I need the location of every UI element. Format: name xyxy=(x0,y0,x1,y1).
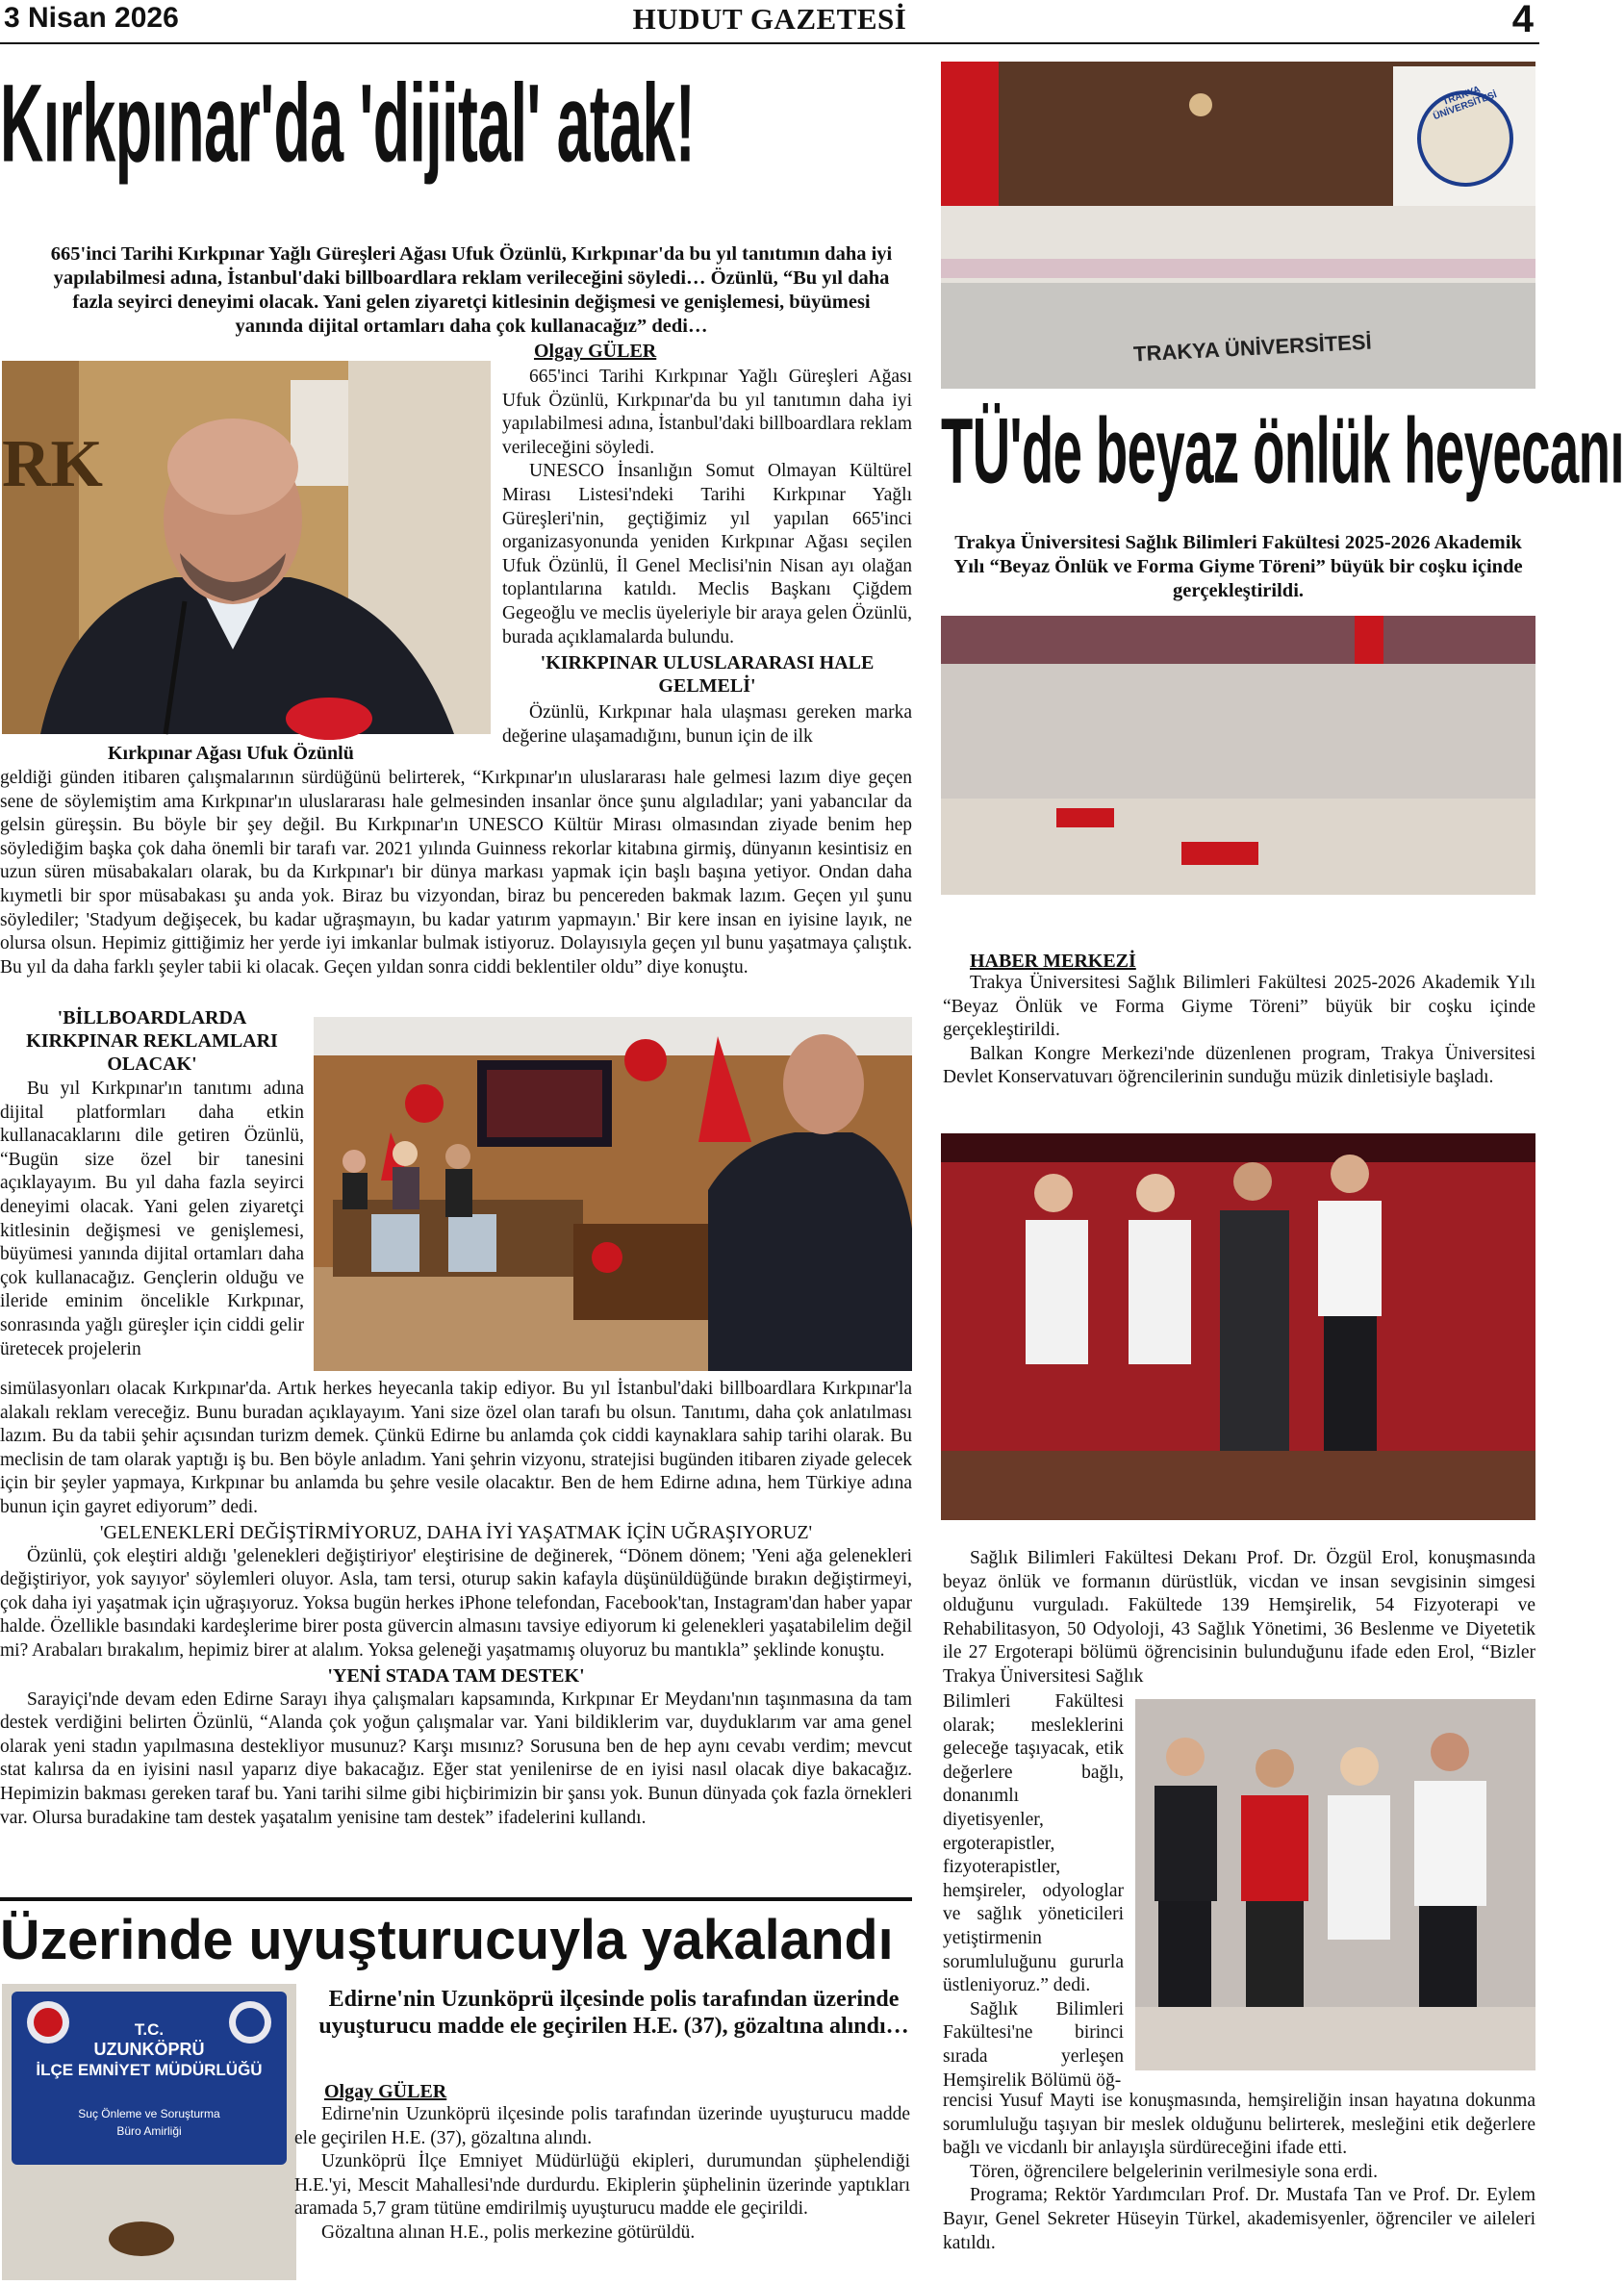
kirkpinar-narrow-column xyxy=(502,366,912,749)
kirkpinar-lead: 665'inci Tarihi Kırkpınar Yağlı Güreşleri Ağası Ufuk Özünlü, Kırkpınar'da bu yıl tanıtımın daha iyi yapılabilmesi adına, İstanbul'daki billboardlara reklam verileceğini söyledi… Özünlü, “Bu yıl daha fazla seyirci deneyimi olacak. Yani gelen ziyaretçi kitlesinin değişmesi ve genişlemesi, büyümesi yanında dijital ortamları daha çok kullanacağız” dedi… xyxy=(50,243,893,337)
trakya-body-2 xyxy=(943,1547,1535,1689)
police-sign-line4: Suç Önleme ve Soruşturma xyxy=(78,2107,220,2120)
trakya-narrow-text xyxy=(943,1690,1124,2093)
drugs-paragraph: Edirne'nin Uzunköprü ilçesinde polis tarafından üzerinde uyuşturucu madde ele geçirilen H.E. (37), gözaltına alındı. xyxy=(294,2104,910,2148)
certificate-photo xyxy=(1135,1699,1535,2070)
trakya-paragraph: Trakya Üniversitesi Sağlık Bilimleri Fakültesi 2025-2026 Akademik Yılı “Beyaz Önlük ve Forma Giyme Töreni” büyük bir coşku içinde gerçekleştirildi. xyxy=(943,973,1535,1041)
drugs-paragraph: Gözaltına alınan H.E., polis merkezine götürüldü. xyxy=(321,2222,696,2243)
trakya-body-3 xyxy=(943,2090,1535,2255)
trakya-paragraph: Programa; Rektör Yardımcıları Prof. Dr. Mustafa Tan ve Prof. Dr. Eylem Bayır, Genel Sekreter Hüseyin Türkel, akademisyenler, öğrenciler ve aileleri katıldı. xyxy=(943,2185,1535,2253)
kirkpinar-paragraph: Özünlü, Kırkpınar hala ulaşması gereken marka değerine ulaşamadığını, bunun için de ilk xyxy=(502,702,912,747)
ceremony-audience-photo xyxy=(941,616,1535,895)
trakya-paragraph: rencisi Yusuf Mayti ise konuşmasında, hemşireliğin insan hayatına dokunma sorumluluğu taşıyan bir meslek olduğunu belirterek, mesleğini etik değerlere bağlı ve vicdanlı bir anlayışla sürdüreceğini ifade etti. xyxy=(943,2091,1535,2159)
award-stage-photo xyxy=(941,1133,1535,1520)
trakya-lead: Trakya Üniversitesi Sağlık Bilimleri Fakültesi 2025-2026 Akademik Yılı “Beyaz Önlük ve Forma Giyme Töreni” büyük bir coşku içinde gerçekleştirildi. xyxy=(953,532,1523,601)
trakya-paragraph: Bilimleri Fakültesi olarak; mesleklerini geleceğe taşıyacak, etik değerlere bağlı, donanımlı diyetisyenler, ergoterapistler, fizyoterapistler, hemşireler, odyologlar ve sağlık yöneticileri yetiştirmenin sorumluluğunu gururla üstleniyoruz.” dedi. xyxy=(943,1691,1124,1996)
police-sign-line2: UZUNKÖPRÜ xyxy=(93,2040,205,2059)
ceremony-stage-photo xyxy=(941,62,1535,389)
drugs-byline: Olgay GÜLER xyxy=(324,2081,447,2102)
issue-date: 3 Nisan 2026 xyxy=(4,2,179,34)
kirkpinar-subhead: 'GELENEKLERİ DEĞİŞTİRMİYORUZ, DAHA İYİ YAŞATMAK İÇİN UĞRAŞIYORUZ' xyxy=(99,1521,813,1543)
trakya-paragraph: Tören, öğrencilere belgelerinin verilmesiyle sona erdi. xyxy=(970,2161,1378,2182)
kirkpinar-paragraph: Bu yıl Kırkpınar'ın tanıtımı adına dijital platformları daha etkin kullanacaklarını dile getiren Özünlü, “Bugün size özel bir tanesini açıklayayım. Bu yıl daha fazla seyirci deneyimi olacak. Yani gelen ziyaretçi kitlesinin değişmesi ve genişlemesi, büyümesi yanında dijital ortamları daha çok kullanacağız. Gençlerin olduğu ve ileride eminim öncelikle Kırkpınar, sonrasında yağlı güreşler için ciddi gelir üretecek projelerin xyxy=(0,1079,304,1359)
police-sign-line1: T.C. xyxy=(134,2020,165,2039)
header-rule xyxy=(0,42,1539,44)
trakya-byline: HABER MERKEZİ xyxy=(970,951,1136,972)
kirkpinar-billboard-column xyxy=(0,1006,304,1361)
kirkpinar-wide-text-2 xyxy=(0,1378,912,1830)
kirkpinar-paragraph: geldiği günden itibaren çalışmalarının sürdüğünü belirterek, “Kırkpınar'ın uluslararası hale gelmesi lazım diye geçen sene de söylemiştim ama Kırkpınar'ın uluslararası hale gelmesinden insanlar önce şunu algıladılar; yani yabancılar da gelsin güreşsin. Bu böyle bir şey değil. Bu Kırkpınar'ın UNESCO Kültür Mirası olmasından ziyade benim hep söylediğim başka çok daha önemli bir tarafı var. 2021 yılında Guinness rekorlar kitabına girmiş, dünyanın kesintisiz en uzun süren müsabakaları olarak, bu da Kırkpınar'ı bir dünya markası yapmak için başlı başına yetiyor. Ondan daha kıymetli bir spor müsabakası şu anda yok. Biraz bu vizyondan, biraz bu pencereden bakmak lazım. Geçen yıl şunu söylediler; 'Stadyum değişecek, bu kadar uğraşmayın, bu kadar yatırım yapmayın.' Bir kere insan en iyisine layık, ne olursa olsun. Hepimiz gittiğimiz her yerde iyi imkanlar bulmak istiyoruz. Dolayısıyla geçen yıl bunu yaşatmaya çalıştık. Bu yıl da daha farklı şeyler tabii ki olacak. Geçen yıldan sonra ciddi beklentiler oldu” diye konuştu. xyxy=(0,768,912,977)
trakya-body xyxy=(943,972,1535,1090)
page-number: 4 xyxy=(1511,0,1534,40)
police-sign-line5: Büro Amirliği xyxy=(116,2124,182,2138)
trakya-headline: TÜ'de beyaz önlük heyecanı xyxy=(941,398,1624,503)
trakya-paragraph: Sağlık Bilimleri Fakültesi Dekanı Prof. Dr. Özgül Erol, konuşmasında beyaz önlük ve formanın dürüstlük, vicdan ve insan sevgisinin simgesi olduğunu vurguladı. Fakültede 139 Hemşirelik, 54 Fizyoterapi ve Rehabilitasyon, 50 Odyoloji, 43 Sağlık Yönetimi, 36 Beslenme ve Diyetetik ile 27 Ergoterapi bölümü öğrencisinin bulunduğunu ifade eden Erol, “Bizler Trakya Üniversitesi Sağlık xyxy=(943,1548,1535,1687)
stage-banner-text: TRAKYA ÜNİVERSİTESİ xyxy=(1132,329,1373,367)
kirkpinar-paragraph: UNESCO İnsanlığın Somut Olmayan Kültürel Mirası Listesi'ndeki Tarihi Kırkpınar Yağlı Güreşleri'nin, geçtiğimiz yıl yapılan 665'inci organizasyonunda yeniden Kırkpınar Ağası seçilen Ufuk Özünlü, İl Genel Meclisi'nin Nisan ayı olağan toplantılarına katıldı. Meclis Başkanı Çiğdem Gegeoğlu ve meclis üyeleriyle bir araya gelen Özünlü, burada açıklamalarda bulundu. xyxy=(502,461,912,647)
kirkpinar-byline: Olgay GÜLER xyxy=(534,341,657,362)
kirkpinar-subhead: 'BİLLBOARDLARDA KIRKPINAR REKLAMLARI OLACAK' xyxy=(26,1007,278,1075)
kirkpinar-paragraph: Özünlü, çok eleştiri aldığı 'gelenekleri değiştiriyor' eleştirisine de değinerek, “Dönem dönem; 'Yeni ağa gelenekleri değiştiriyor, yok sayıyor' söylemleri oluyor. Asla, tam tersi, oturup sakin kafayla düşünüldüğünde bırakın değiştirmeyi, çok daha iyi yaşatmak için uğraşıyoruz. Yoksa bugün herkes iPhone telefondan, Facebook'tan, Instagram'dan haber yapar halde. Özellikle basındaki kardeşlerime birer posta güvercin almasını tavsiye ediyorum ki gelenekleri yaşatabilelim değil mi? Arabaları bırakalım, hepimiz birer at alalım. Yoksa geleneği yaşatmamış oluyoruz bu mantıkla” şeklinde konuştu. xyxy=(0,1545,912,1661)
drugs-lead: Edirne'nin Uzunköprü ilçesinde polis tarafından üzerinde uyuşturucu madde ele geçirilen H.E. (37), gözaltına alındı… xyxy=(318,1987,909,2039)
drugs-headline: Üzerinde uyuşturucuyla yakalandı xyxy=(0,1909,894,1971)
council-meeting-photo xyxy=(314,1017,912,1371)
drugs-body xyxy=(294,2103,910,2246)
kirkpinar-subhead: 'KIRKPINAR ULUSLARARASI HALE GELMELİ' xyxy=(540,652,875,698)
page-header xyxy=(0,0,1539,46)
trakya-paragraph: Sağlık Bilimleri Fakültesi'ne birinci sırada yerleşen Hemşirelik Bölümü öğ- xyxy=(943,1998,1124,2091)
university-logo-text: TRAKYA ÜNİVERSİTESİ xyxy=(1432,84,1499,123)
kirkpinar-photo-caption: Kırkpınar Ağası Ufuk Özünlü xyxy=(108,743,354,764)
ufuk-ozunlu-photo xyxy=(2,361,491,734)
section-divider xyxy=(0,1897,912,1901)
svg-text:RK: RK xyxy=(2,427,103,501)
kirkpinar-headline: Kırkpınar'da 'dijital' atak! xyxy=(0,61,696,186)
kirkpinar-paragraph: 665'inci Tarihi Kırkpınar Yağlı Güreşleri Ağası Ufuk Özünlü, Kırkpınar'da bu yıl tanıtımın daha iyi yapılabilmesi adına, İstanbul'daki billboardlara reklam verileceğini söyledi. xyxy=(502,367,912,458)
trakya-paragraph: Balkan Kongre Merkezi'nde düzenlenen program, Trakya Üniversitesi Devlet Konservatuvarı öğrencilerinin sunduğu müzik dinletisiyle başladı. xyxy=(943,1043,1535,1088)
kirkpinar-paragraph: simülasyonları olacak Kırkpınar'da. Artık herkes heyecanla takip ediyor. Bu yıl İstanbul'daki billboardlara Kırkpınar'la alakalı reklam vereceğiz. Bunu buradan açıklayayım. Yani size özel olan tarafı bu olsun. Tanıtımı, daha çok anlatılması lazım. Bu da tabii şehir açısından turizm demek. Çünkü Edirne bu anlamda çok ciddi kaynaklara sahip tarihi olarak. Bu meclisin de tam olarak yaptığı iş bu. Ben böyle anladım. Yani şehrin vizyonu, stratejisi bugünden itibaren ziyade gelecek için bir şeyler yapmaya, Kırkpınar bu anlamda bu şehre vesile olacaktır. Ben de hem Edirne adına, hem Türkiye adına bunun için gayret ediyorum” dedi. xyxy=(0,1379,912,1517)
police-sign-line3: İLÇE EMNİYET MÜDÜRLÜĞÜ xyxy=(36,2061,263,2079)
kirkpinar-subhead: 'YENİ STADA TAM DESTEK' xyxy=(327,1664,585,1687)
drugs-paragraph: Uzunköprü İlçe Emniyet Müdürlüğü ekipleri, durumundan şüphelendiği H.E.'yi, Mescit Mahallesi'nde durdurdu. Ekiplerin şüphelinin üzerinde yaptıkları aramada 5,7 gram tütüne emdirilmiş uyuşturucu madde ele geçirildi. xyxy=(294,2151,910,2220)
police-evidence-photo xyxy=(2,1984,296,2280)
newspaper-name: HUDUT GAZETESİ xyxy=(632,2,907,36)
kirkpinar-wide-text xyxy=(0,767,912,979)
kirkpinar-paragraph: Sarayiçi'nde devam eden Edirne Sarayı ihya çalışmaları kapsamında, Kırkpınar Er Meydanı'nın taşınmasına da tam destek verdiğini belirten Özünlü, “Alanda çok yoğun çalışmalar var. Yani bildiklerim var, duyduklarım var ama genel olarak yeni stadın yapılmasına destekliyor musunuz? Karşı mısınız? Sorusuna ben de hep aynı cevabı verdim; mevcut stat kalırsa da en iyisini nasıl yaparız diye bakacağız. Eğer stat yenilenirse de en iyisi nasıl olacak diye bakacağız. Hepimizin bakması gereken taraf bu. Yani tarihi silme gibi hiçbirimizin bir şansı yok. Bunun dünyada çok fazla örnekleri var. Olursa buradakine tam destek yaşatalım yenisine tam destek” ifadelerini kullandı. xyxy=(0,1688,912,1828)
